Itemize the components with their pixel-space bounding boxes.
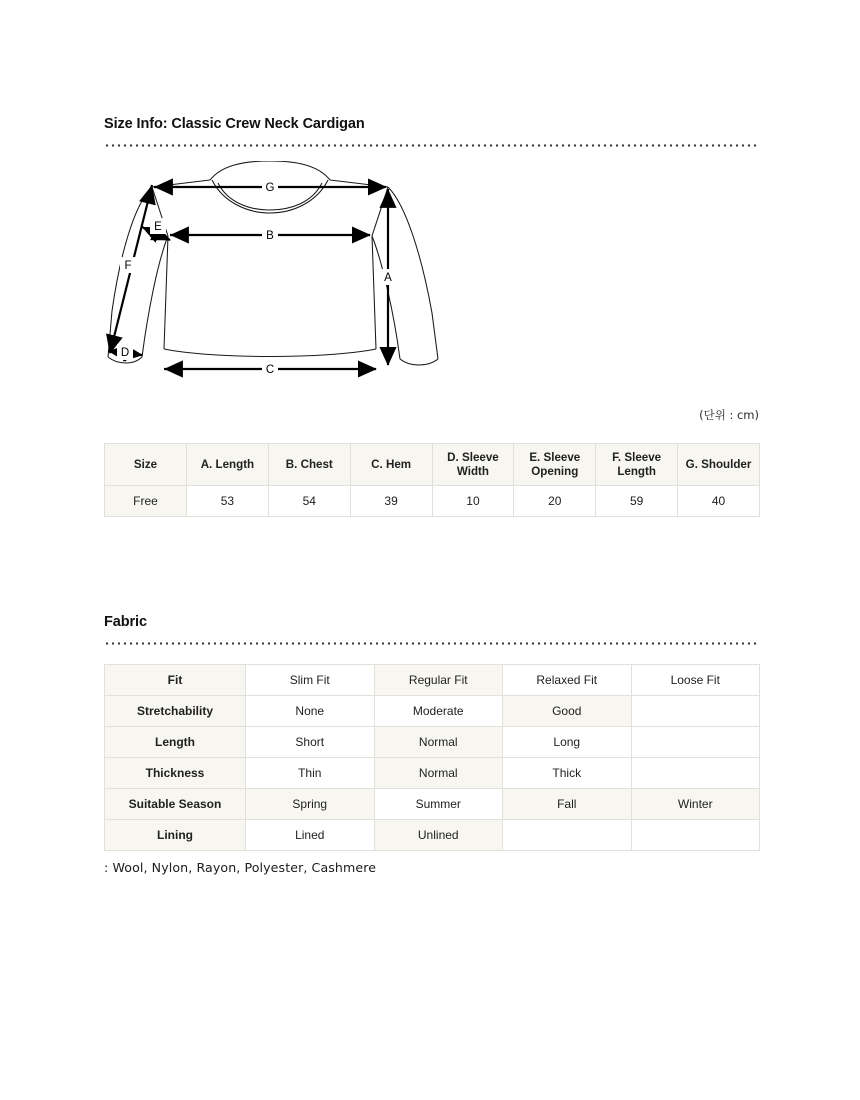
label-b-text: B	[266, 230, 274, 243]
fabric-label-fit: Fit	[105, 665, 246, 696]
fabric-composition: : Wool, Nylon, Rayon, Polyester, Cashmere	[104, 860, 377, 876]
size-table-col-chest: B. Chest	[268, 444, 350, 486]
size-cell-name: Free	[105, 486, 187, 517]
fabric-row-suitable-season	[105, 789, 760, 820]
label-d-text: D	[120, 347, 130, 360]
label-c	[262, 361, 278, 377]
fabric-option-length-long[interactable]: Long	[503, 727, 632, 758]
fabric-attributes-table	[104, 664, 760, 851]
size-table-col-sleeve-length: F. Sleeve Length	[596, 444, 678, 486]
label-f	[120, 257, 136, 273]
size-cell-shoulder: 40	[678, 486, 760, 517]
fabric-option-fit-relaxed-fit[interactable]: Relaxed Fit	[503, 665, 632, 696]
fabric-option-suitable-season-winter[interactable]: Winter	[631, 789, 760, 820]
fabric-label-thickness: Thickness	[105, 758, 246, 789]
size-table-col-hem: C. Hem	[350, 444, 432, 486]
fabric-option-fit-regular-fit[interactable]: Regular Fit	[374, 665, 503, 696]
size-info-heading: Size Info: Classic Crew Neck Cardigan	[104, 116, 365, 132]
label-g-text: G	[265, 182, 275, 195]
fabric-option-thickness-normal[interactable]: Normal	[374, 758, 503, 789]
fabric-option-lining-unlined[interactable]: Unlined	[374, 820, 503, 851]
size-cell-hem: 39	[350, 486, 432, 517]
size-cell-sleeve-length: 59	[596, 486, 678, 517]
fabric-option-suitable-season-spring[interactable]: Spring	[246, 789, 375, 820]
fabric-row-lining	[105, 820, 760, 851]
size-cell-sleeve-width: 10	[432, 486, 514, 517]
fabric-option-length-short[interactable]: Short	[246, 727, 375, 758]
fabric-divider	[104, 642, 760, 645]
fabric-label-suitable-season: Suitable Season	[105, 789, 246, 820]
fabric-option-length-normal[interactable]: Normal	[374, 727, 503, 758]
fabric-label-length: Length	[105, 727, 246, 758]
fabric-option-suitable-season-fall[interactable]: Fall	[503, 789, 632, 820]
fabric-option-fit-loose-fit[interactable]: Loose Fit	[631, 665, 760, 696]
label-e	[150, 218, 166, 234]
fabric-option-thickness-thick[interactable]: Thick	[503, 758, 632, 789]
size-table-col-shoulder: G. Shoulder	[678, 444, 760, 486]
label-g	[262, 179, 278, 195]
size-table-col-sleeve-width: D. Sleeve Width	[432, 444, 514, 486]
label-d	[117, 344, 133, 360]
fabric-row-fit	[105, 665, 760, 696]
fabric-option-empty	[503, 820, 632, 851]
label-f-text: F	[124, 260, 132, 273]
fabric-option-empty	[631, 696, 760, 727]
fabric-option-empty	[631, 820, 760, 851]
label-b	[262, 227, 278, 243]
fabric-label-lining: Lining	[105, 820, 246, 851]
size-table-col-length: A. Length	[187, 444, 269, 486]
fabric-option-empty	[631, 758, 760, 789]
fabric-option-suitable-season-summer[interactable]: Summer	[374, 789, 503, 820]
size-measurements-table	[104, 443, 760, 517]
size-cell-sleeve-opening: 20	[514, 486, 596, 517]
fabric-row-stretchability	[105, 696, 760, 727]
fabric-option-stretchability-moderate[interactable]: Moderate	[374, 696, 503, 727]
size-table-col-sleeve-opening: E. Sleeve Opening	[514, 444, 596, 486]
fabric-option-empty	[631, 727, 760, 758]
label-e-text: E	[154, 221, 162, 234]
fabric-label-stretchability: Stretchability	[105, 696, 246, 727]
size-cell-length: 53	[187, 486, 269, 517]
size-info-divider	[104, 144, 760, 147]
size-cell-chest: 54	[268, 486, 350, 517]
fabric-option-stretchability-none[interactable]: None	[246, 696, 375, 727]
label-a-text: A	[384, 272, 392, 285]
fabric-section	[104, 614, 760, 875]
fabric-row-length	[105, 727, 760, 758]
label-c-text: C	[265, 364, 275, 377]
measurement-arrows	[108, 185, 388, 369]
garment-diagram	[104, 161, 760, 401]
fabric-option-lining-lined[interactable]: Lined	[246, 820, 375, 851]
fabric-option-thickness-thin[interactable]: Thin	[246, 758, 375, 789]
size-table-col-size: Size	[105, 444, 187, 486]
size-table-header-row	[105, 444, 760, 486]
label-a	[380, 269, 396, 285]
fabric-row-thickness	[105, 758, 760, 789]
table-row	[105, 486, 760, 517]
unit-note: (단위 : cm)	[699, 408, 759, 423]
garment-diagram-svg	[104, 161, 760, 401]
size-info-section	[104, 116, 760, 517]
fabric-heading: Fabric	[104, 614, 147, 630]
fabric-option-stretchability-good[interactable]: Good	[503, 696, 632, 727]
fabric-option-fit-slim-fit[interactable]: Slim Fit	[246, 665, 375, 696]
